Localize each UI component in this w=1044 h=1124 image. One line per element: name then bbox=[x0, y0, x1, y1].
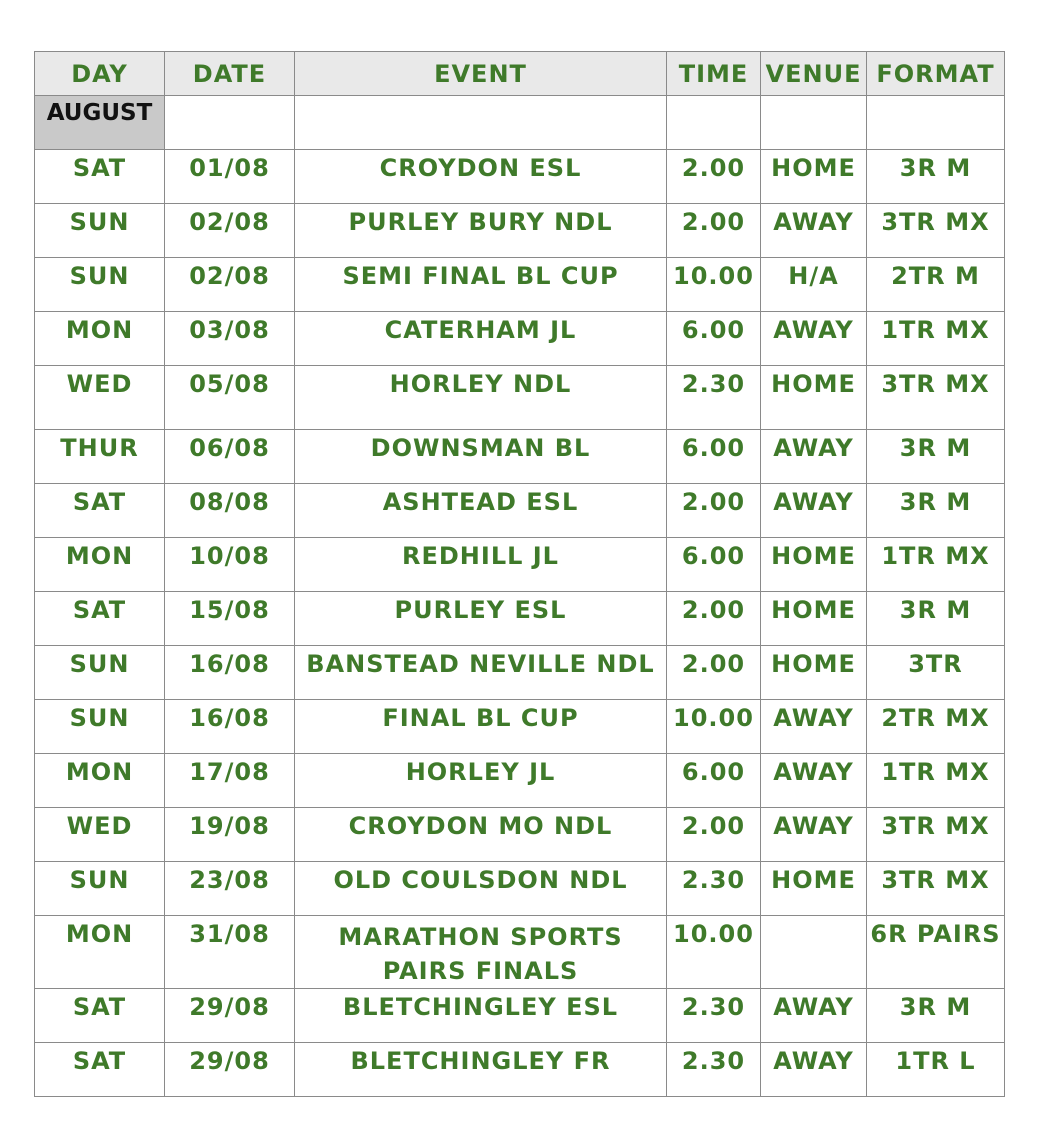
format-cell: 3R M bbox=[867, 430, 1005, 484]
date-cell: 05/08 bbox=[165, 366, 295, 430]
day-cell: MON bbox=[35, 312, 165, 366]
date-cell: 15/08 bbox=[165, 592, 295, 646]
date-cell: 02/08 bbox=[165, 204, 295, 258]
day-cell: SUN bbox=[35, 646, 165, 700]
header-format: FORMAT bbox=[867, 52, 1005, 96]
format-cell: 3R M bbox=[867, 484, 1005, 538]
venue-cell: AWAY bbox=[761, 430, 867, 484]
event-cell: CROYDON MO NDL bbox=[295, 808, 667, 862]
empty-cell bbox=[295, 96, 667, 150]
event-cell: PURLEY ESL bbox=[295, 592, 667, 646]
table-row bbox=[35, 700, 1005, 754]
header-venue: VENUE bbox=[761, 52, 867, 96]
empty-cell bbox=[165, 96, 295, 150]
month-row bbox=[35, 96, 1005, 150]
format-cell: 2TR MX bbox=[867, 700, 1005, 754]
venue-cell: HOME bbox=[761, 366, 867, 430]
header-row bbox=[35, 52, 1005, 96]
day-cell: SAT bbox=[35, 150, 165, 204]
format-cell: 3TR bbox=[867, 646, 1005, 700]
venue-cell: H/A bbox=[761, 258, 867, 312]
time-cell: 2.00 bbox=[667, 150, 761, 204]
date-cell: 29/08 bbox=[165, 989, 295, 1043]
fixtures-table bbox=[34, 51, 1005, 1097]
venue-cell: AWAY bbox=[761, 1043, 867, 1097]
date-cell: 03/08 bbox=[165, 312, 295, 366]
format-cell: 2TR M bbox=[867, 258, 1005, 312]
venue-cell: AWAY bbox=[761, 312, 867, 366]
time-cell: 10.00 bbox=[667, 258, 761, 312]
time-cell: 2.00 bbox=[667, 484, 761, 538]
table-row bbox=[35, 1043, 1005, 1097]
time-cell: 6.00 bbox=[667, 430, 761, 484]
table-row bbox=[35, 808, 1005, 862]
venue-cell: HOME bbox=[761, 862, 867, 916]
format-cell: 1TR MX bbox=[867, 312, 1005, 366]
day-cell: SAT bbox=[35, 484, 165, 538]
event-cell: HORLEY NDL bbox=[295, 366, 667, 430]
header-event: EVENT bbox=[295, 52, 667, 96]
venue-cell bbox=[761, 916, 867, 989]
format-cell: 3TR MX bbox=[867, 366, 1005, 430]
header-date: DATE bbox=[165, 52, 295, 96]
time-cell: 2.30 bbox=[667, 366, 761, 430]
event-cell: DOWNSMAN BL bbox=[295, 430, 667, 484]
table-row bbox=[35, 312, 1005, 366]
time-cell: 2.00 bbox=[667, 808, 761, 862]
date-cell: 31/08 bbox=[165, 916, 295, 989]
day-cell: SUN bbox=[35, 258, 165, 312]
day-cell: SUN bbox=[35, 862, 165, 916]
header-time: TIME bbox=[667, 52, 761, 96]
table-row bbox=[35, 366, 1005, 430]
format-cell: 3R M bbox=[867, 592, 1005, 646]
venue-cell: AWAY bbox=[761, 484, 867, 538]
event-cell bbox=[295, 916, 667, 989]
time-cell: 2.30 bbox=[667, 1043, 761, 1097]
day-cell: WED bbox=[35, 366, 165, 430]
venue-cell: HOME bbox=[761, 646, 867, 700]
event-cell: HORLEY JL bbox=[295, 754, 667, 808]
event-cell: OLD COULSDON NDL bbox=[295, 862, 667, 916]
event-cell: PURLEY BURY NDL bbox=[295, 204, 667, 258]
format-cell: 3R M bbox=[867, 989, 1005, 1043]
table-row bbox=[35, 646, 1005, 700]
day-cell: WED bbox=[35, 808, 165, 862]
table-row bbox=[35, 862, 1005, 916]
event-cell: FINAL BL CUP bbox=[295, 700, 667, 754]
date-cell: 23/08 bbox=[165, 862, 295, 916]
event-cell: CROYDON ESL bbox=[295, 150, 667, 204]
date-cell: 01/08 bbox=[165, 150, 295, 204]
time-cell: 2.30 bbox=[667, 862, 761, 916]
date-cell: 02/08 bbox=[165, 258, 295, 312]
day-cell: SAT bbox=[35, 989, 165, 1043]
table-row bbox=[35, 150, 1005, 204]
empty-cell bbox=[761, 96, 867, 150]
date-cell: 29/08 bbox=[165, 1043, 295, 1097]
event-cell: BLETCHINGLEY FR bbox=[295, 1043, 667, 1097]
venue-cell: HOME bbox=[761, 538, 867, 592]
time-cell: 6.00 bbox=[667, 538, 761, 592]
format-cell: 3TR MX bbox=[867, 204, 1005, 258]
day-cell: SUN bbox=[35, 204, 165, 258]
table-row bbox=[35, 258, 1005, 312]
format-cell: 1TR MX bbox=[867, 754, 1005, 808]
table-row bbox=[35, 754, 1005, 808]
venue-cell: AWAY bbox=[761, 204, 867, 258]
format-cell: 1TR L bbox=[867, 1043, 1005, 1097]
event-cell: CATERHAM JL bbox=[295, 312, 667, 366]
day-cell: SUN bbox=[35, 700, 165, 754]
venue-cell: AWAY bbox=[761, 808, 867, 862]
event-cell: SEMI FINAL BL CUP bbox=[295, 258, 667, 312]
venue-cell: AWAY bbox=[761, 754, 867, 808]
table-row bbox=[35, 916, 1005, 989]
day-cell: MON bbox=[35, 538, 165, 592]
date-cell: 06/08 bbox=[165, 430, 295, 484]
venue-cell: AWAY bbox=[761, 700, 867, 754]
format-cell: 6R PAIRS bbox=[867, 916, 1005, 989]
table-row bbox=[35, 592, 1005, 646]
format-cell: 1TR MX bbox=[867, 538, 1005, 592]
time-cell: 2.30 bbox=[667, 989, 761, 1043]
time-cell: 2.00 bbox=[667, 592, 761, 646]
time-cell: 2.00 bbox=[667, 204, 761, 258]
venue-cell: AWAY bbox=[761, 989, 867, 1043]
date-cell: 16/08 bbox=[165, 700, 295, 754]
table-row bbox=[35, 989, 1005, 1043]
day-cell: SAT bbox=[35, 592, 165, 646]
day-cell: MON bbox=[35, 754, 165, 808]
empty-cell bbox=[867, 96, 1005, 150]
time-cell: 6.00 bbox=[667, 754, 761, 808]
month-label: AUGUST bbox=[35, 96, 165, 150]
day-cell: THUR bbox=[35, 430, 165, 484]
date-cell: 17/08 bbox=[165, 754, 295, 808]
format-cell: 3R M bbox=[867, 150, 1005, 204]
date-cell: 16/08 bbox=[165, 646, 295, 700]
format-cell: 3TR MX bbox=[867, 862, 1005, 916]
time-cell: 10.00 bbox=[667, 916, 761, 989]
empty-cell bbox=[667, 96, 761, 150]
event-line: MARATHON SPORTS bbox=[338, 923, 623, 951]
format-cell: 3TR MX bbox=[867, 808, 1005, 862]
time-cell: 10.00 bbox=[667, 700, 761, 754]
day-cell: SAT bbox=[35, 1043, 165, 1097]
date-cell: 19/08 bbox=[165, 808, 295, 862]
date-cell: 08/08 bbox=[165, 484, 295, 538]
header-day: DAY bbox=[35, 52, 165, 96]
table-row bbox=[35, 484, 1005, 538]
table-row bbox=[35, 538, 1005, 592]
day-cell: MON bbox=[35, 916, 165, 989]
time-cell: 2.00 bbox=[667, 646, 761, 700]
time-cell: 6.00 bbox=[667, 312, 761, 366]
venue-cell: HOME bbox=[761, 592, 867, 646]
table-row bbox=[35, 204, 1005, 258]
event-line: PAIRS FINALS bbox=[382, 957, 579, 985]
event-cell: ASHTEAD ESL bbox=[295, 484, 667, 538]
venue-cell: HOME bbox=[761, 150, 867, 204]
date-cell: 10/08 bbox=[165, 538, 295, 592]
event-cell: REDHILL JL bbox=[295, 538, 667, 592]
event-cell: BANSTEAD NEVILLE NDL bbox=[295, 646, 667, 700]
event-cell: BLETCHINGLEY ESL bbox=[295, 989, 667, 1043]
table-row bbox=[35, 430, 1005, 484]
